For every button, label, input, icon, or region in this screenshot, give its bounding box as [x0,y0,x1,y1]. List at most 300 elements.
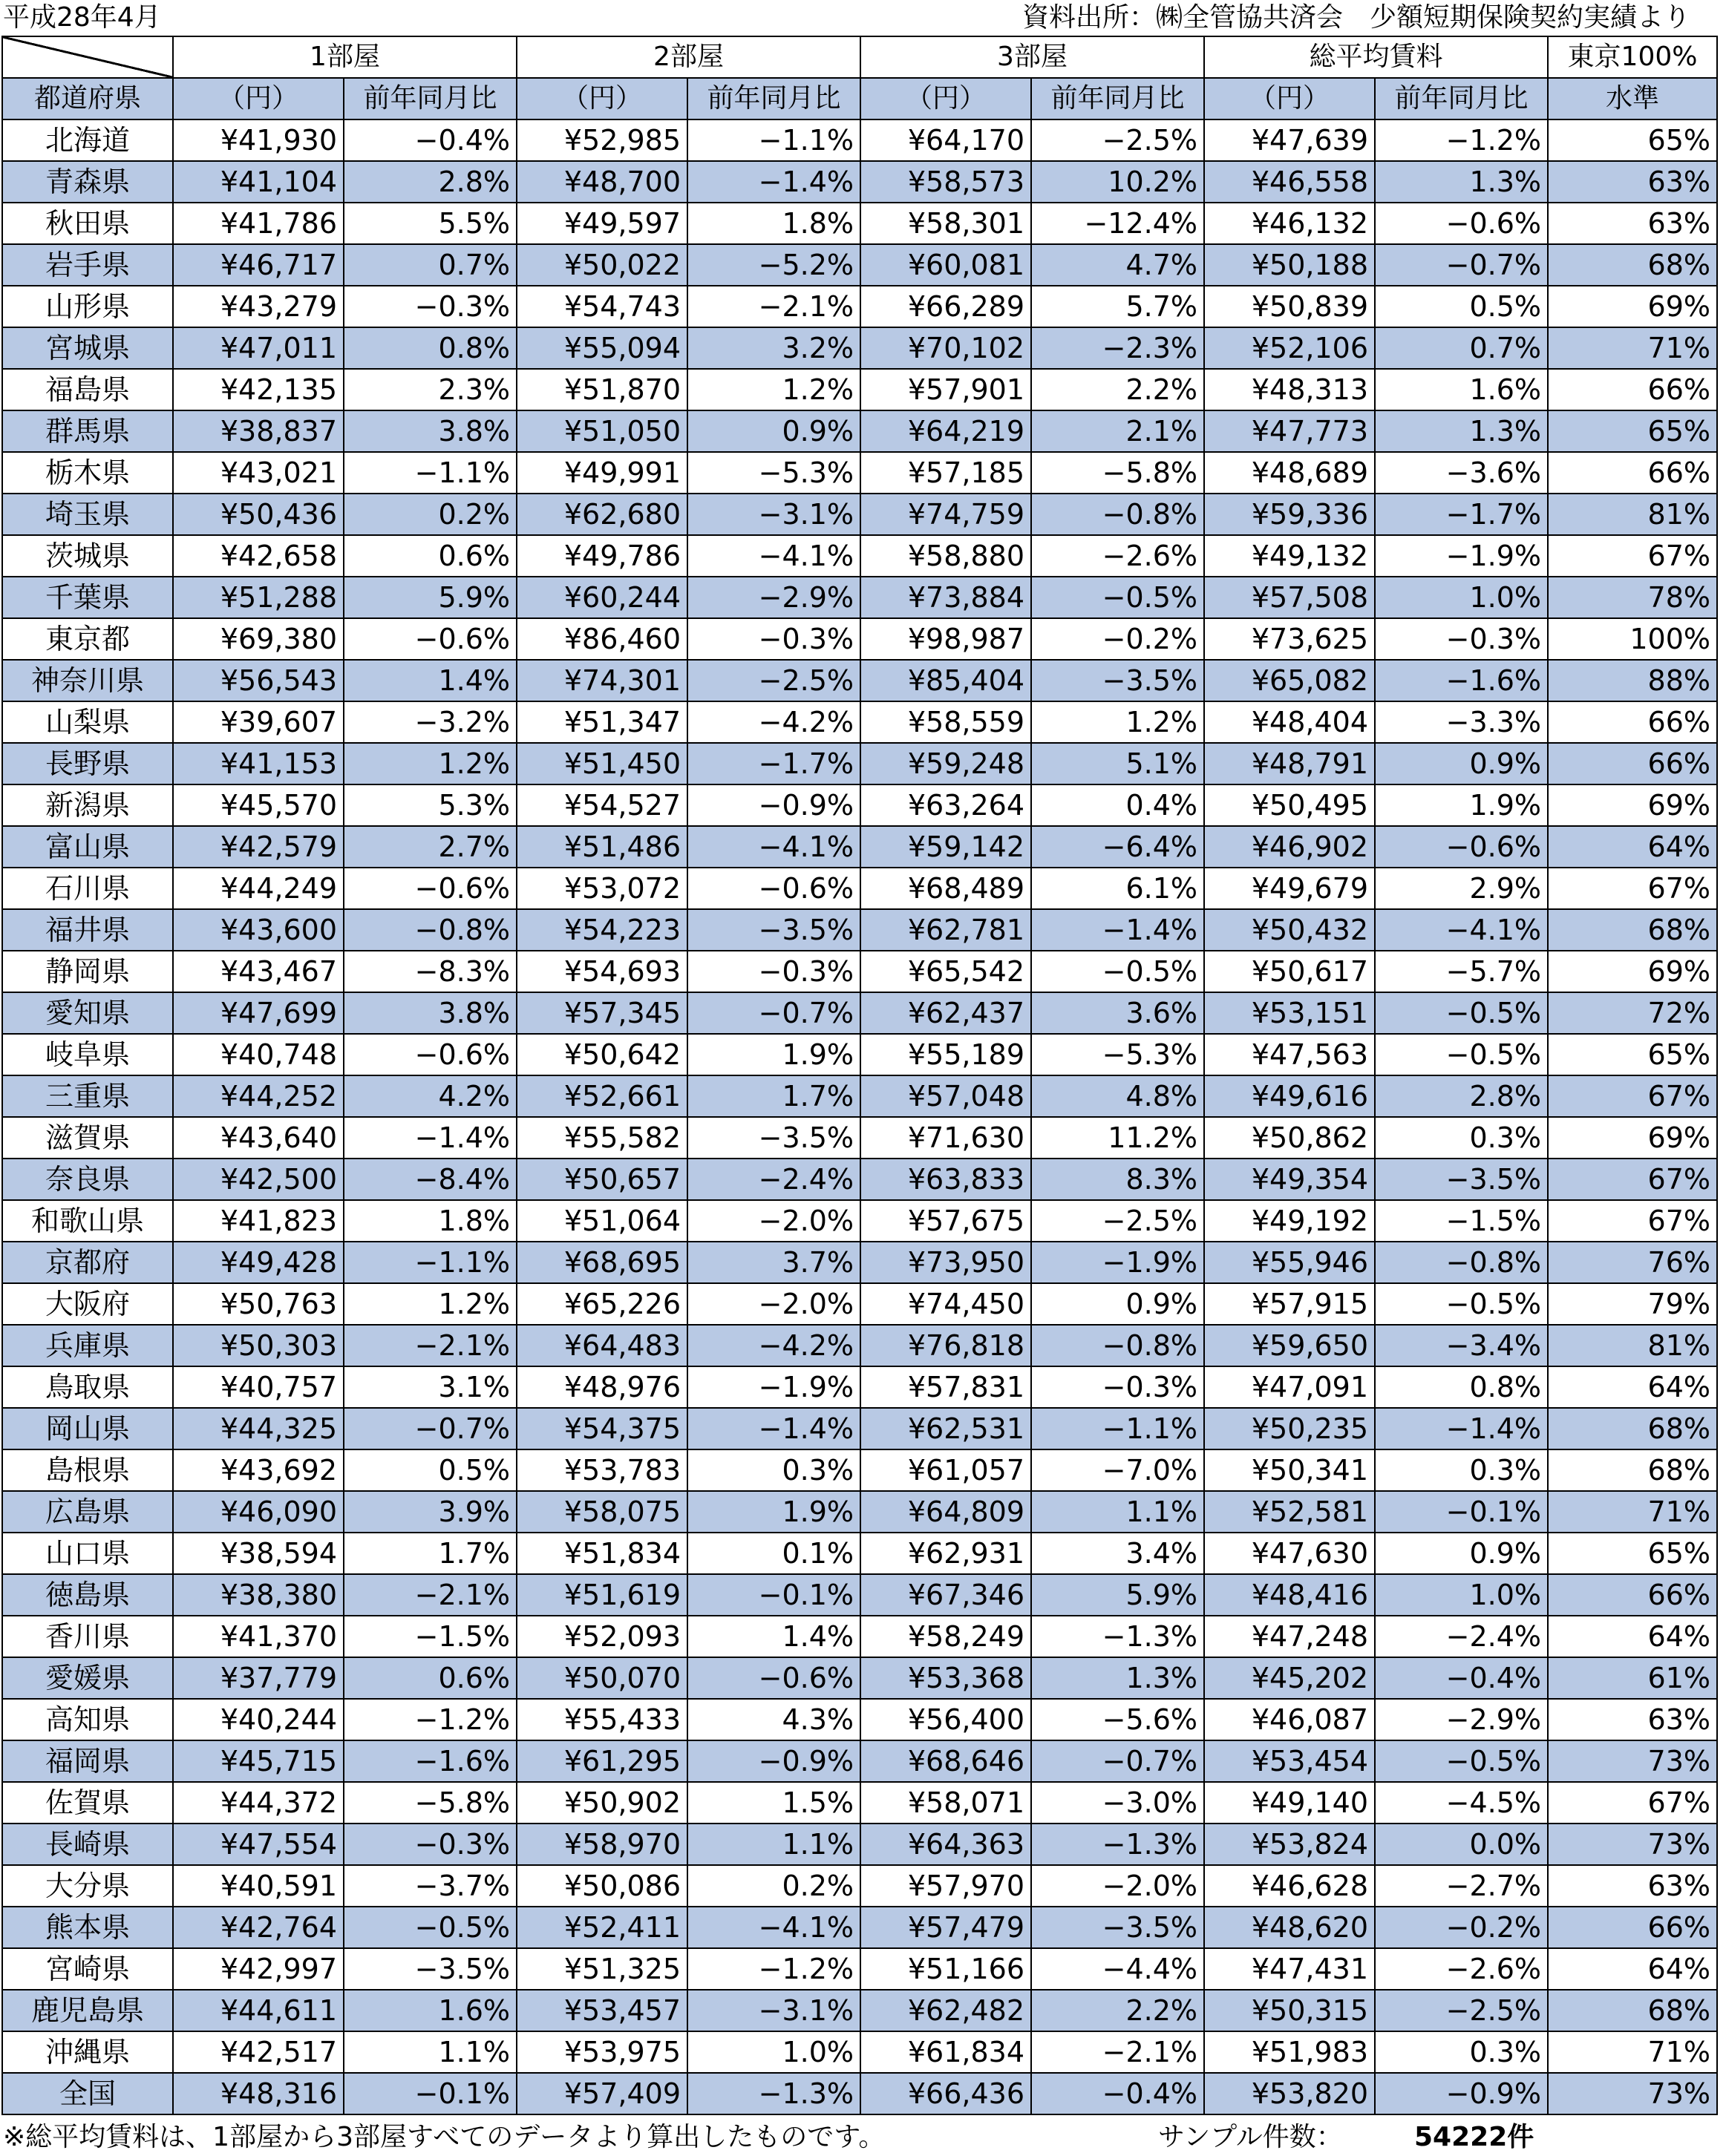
yoy-2room: −2.4% [687,1159,860,1200]
table-row [2,618,1717,660]
rent-1room: ¥44,372 [173,1782,344,1824]
rent-1room: ¥69,380 [173,618,344,660]
rent-average: ¥49,140 [1204,1782,1375,1824]
yoy-2room: 1.8% [687,203,860,244]
rent-1room: ¥43,279 [173,286,344,327]
table-row [2,535,1717,577]
yoy-1room: 5.5% [344,203,517,244]
yoy-2room: −0.7% [687,992,860,1034]
yoy-1room: −0.6% [344,868,517,909]
yoy-2room: −1.2% [687,1948,860,1990]
rent-3room: ¥59,248 [860,743,1031,784]
rent-2room: ¥51,347 [517,701,687,743]
rent-1room: ¥48,316 [173,2073,344,2114]
table-row [2,1449,1717,1491]
rent-3room: ¥61,057 [860,1449,1031,1491]
yoy-3room: 5.1% [1031,743,1204,784]
rent-3room: ¥76,818 [860,1325,1031,1366]
yoy-3room: −5.8% [1031,452,1204,494]
yoy-1room: −3.5% [344,1948,517,1990]
prefecture-cell: 岩手県 [2,244,173,286]
rent-2room: ¥86,460 [517,618,687,660]
rent-2room: ¥54,743 [517,286,687,327]
rent-1room: ¥40,591 [173,1865,344,1907]
rent-1room: ¥42,658 [173,535,344,577]
rent-1room: ¥41,823 [173,1200,344,1242]
yoy-3room: −5.6% [1031,1699,1204,1740]
yoy-1room: −0.6% [344,618,517,660]
yoy-3room: 4.7% [1031,244,1204,286]
yoy-1room: 5.3% [344,784,517,826]
table-row [2,494,1717,535]
yoy-3room: −1.3% [1031,1616,1204,1657]
yoy-3room: 2.2% [1031,369,1204,410]
rent-2room: ¥64,483 [517,1325,687,1366]
yoy-3room: −12.4% [1031,203,1204,244]
rent-average: ¥47,431 [1204,1948,1375,1990]
prefecture-cell: 埼玉県 [2,494,173,535]
rent-average: ¥50,235 [1204,1408,1375,1449]
yoy-1room: −0.8% [344,909,517,951]
rent-1room: ¥47,554 [173,1824,344,1865]
tokyo-ratio: 64% [1548,1948,1717,1990]
yoy-3room: −3.5% [1031,660,1204,701]
table-row [2,1616,1717,1657]
yoy-average: −0.7% [1375,244,1548,286]
yoy-average: −2.7% [1375,1865,1548,1907]
rent-average: ¥53,820 [1204,2073,1375,2114]
rent-1room: ¥44,252 [173,1075,344,1117]
yoy-average: 0.7% [1375,327,1548,369]
yoy-3room: −0.7% [1031,1740,1204,1782]
yoy-3room: 6.1% [1031,868,1204,909]
rent-2room: ¥60,244 [517,577,687,618]
table-row [2,2031,1717,2073]
yoy-3room: −2.0% [1031,1865,1204,1907]
yoy-3room: −1.4% [1031,909,1204,951]
yoy-3room: −0.5% [1031,951,1204,992]
tokyo-ratio: 68% [1548,244,1717,286]
yoy-average: 0.3% [1375,2031,1548,2073]
yoy-3room: 1.1% [1031,1491,1204,1533]
yoy-2room: −1.3% [687,2073,860,2114]
rent-2room: ¥51,486 [517,826,687,868]
yoy-average: −0.2% [1375,1907,1548,1948]
rent-1room: ¥43,640 [173,1117,344,1159]
rent-3room: ¥62,437 [860,992,1031,1034]
table-row [2,1699,1717,1740]
header-yen: （円） [1204,78,1375,119]
rent-2room: ¥50,086 [517,1865,687,1907]
rent-2room: ¥55,582 [517,1117,687,1159]
table-row [2,1283,1717,1325]
yoy-1room: −0.7% [344,1408,517,1449]
yoy-average: 1.9% [1375,784,1548,826]
rent-average: ¥46,132 [1204,203,1375,244]
yoy-average: 0.3% [1375,1449,1548,1491]
header-yoy: 前年同月比 [344,78,517,119]
yoy-2room: −0.9% [687,1740,860,1782]
rent-2room: ¥50,902 [517,1782,687,1824]
yoy-2room: 1.1% [687,1824,860,1865]
tokyo-ratio: 68% [1548,1449,1717,1491]
tokyo-ratio: 63% [1548,161,1717,203]
yoy-2room: 0.1% [687,1533,860,1574]
yoy-1room: 2.3% [344,369,517,410]
rent-1room: ¥50,303 [173,1325,344,1366]
tokyo-ratio: 73% [1548,2073,1717,2114]
tokyo-ratio: 76% [1548,1242,1717,1283]
yoy-2room: −3.5% [687,909,860,951]
rent-2room: ¥50,070 [517,1657,687,1699]
yoy-2room: 4.3% [687,1699,860,1740]
rent-average: ¥46,087 [1204,1699,1375,1740]
corner-cell [2,36,173,78]
rent-average: ¥48,416 [1204,1574,1375,1616]
footer-note: ※総平均賃料は、1部屋から3部屋すべてのデータより算出したものです。 [3,2122,886,2152]
table-row [2,1075,1717,1117]
tokyo-ratio: 64% [1548,826,1717,868]
table-row [2,369,1717,410]
tokyo-ratio: 65% [1548,1533,1717,1574]
rent-2room: ¥49,786 [517,535,687,577]
rent-1room: ¥40,244 [173,1699,344,1740]
tokyo-ratio: 61% [1548,1657,1717,1699]
rent-3room: ¥58,249 [860,1616,1031,1657]
rent-2room: ¥51,870 [517,369,687,410]
table-row [2,826,1717,868]
rent-1room: ¥41,930 [173,119,344,161]
yoy-average: −0.5% [1375,1034,1548,1075]
prefecture-cell: 広島県 [2,1491,173,1533]
rent-average: ¥59,650 [1204,1325,1375,1366]
yoy-2room: 1.2% [687,369,860,410]
yoy-2room: −3.1% [687,494,860,535]
rent-1room: ¥43,600 [173,909,344,951]
rent-1room: ¥43,467 [173,951,344,992]
yoy-3room: −1.1% [1031,1408,1204,1449]
header-tokyo100: 東京100% [1548,36,1717,78]
rent-3room: ¥57,831 [860,1366,1031,1408]
rent-3room: ¥73,950 [860,1242,1031,1283]
yoy-2room: −4.2% [687,1325,860,1366]
tokyo-ratio: 69% [1548,951,1717,992]
rent-1room: ¥46,717 [173,244,344,286]
table-row [2,1865,1717,1907]
tokyo-ratio: 67% [1548,1075,1717,1117]
prefecture-cell: 福島県 [2,369,173,410]
rent-1room: ¥42,517 [173,2031,344,2073]
tokyo-ratio: 66% [1548,369,1717,410]
prefecture-cell: 山口県 [2,1533,173,1574]
tokyo-ratio: 63% [1548,1699,1717,1740]
yoy-2room: 3.7% [687,1242,860,1283]
yoy-average: −3.6% [1375,452,1548,494]
rent-1room: ¥42,997 [173,1948,344,1990]
yoy-average: −3.3% [1375,701,1548,743]
header-row-groups [2,36,1717,78]
tokyo-ratio: 64% [1548,1616,1717,1657]
yoy-average: −2.6% [1375,1948,1548,1990]
rent-average: ¥50,432 [1204,909,1375,951]
yoy-average: 0.9% [1375,743,1548,784]
rent-1room: ¥50,763 [173,1283,344,1325]
rent-average: ¥49,616 [1204,1075,1375,1117]
header-prefecture: 都道府県 [2,78,173,119]
header-yoy: 前年同月比 [1375,78,1548,119]
tokyo-ratio: 67% [1548,1782,1717,1824]
yoy-average: −1.4% [1375,1408,1548,1449]
yoy-3room: 8.3% [1031,1159,1204,1200]
table-row [2,784,1717,826]
prefecture-cell: 佐賀県 [2,1782,173,1824]
rent-3room: ¥64,170 [860,119,1031,161]
prefecture-cell: 茨城県 [2,535,173,577]
table-row [2,1533,1717,1574]
tokyo-ratio: 63% [1548,203,1717,244]
rent-average: ¥55,946 [1204,1242,1375,1283]
rent-3room: ¥58,301 [860,203,1031,244]
yoy-average: −0.4% [1375,1657,1548,1699]
tokyo-ratio: 66% [1548,1574,1717,1616]
yoy-average: 0.8% [1375,1366,1548,1408]
rent-3room: ¥57,675 [860,1200,1031,1242]
rent-average: ¥47,773 [1204,410,1375,452]
yoy-3room: 5.9% [1031,1574,1204,1616]
yoy-1room: 1.1% [344,2031,517,2073]
yoy-1room: −1.1% [344,452,517,494]
rent-3room: ¥56,400 [860,1699,1031,1740]
rent-average: ¥59,336 [1204,494,1375,535]
yoy-3room: 11.2% [1031,1117,1204,1159]
tokyo-ratio: 67% [1548,1200,1717,1242]
rent-2room: ¥74,301 [517,660,687,701]
yoy-1room: −2.1% [344,1574,517,1616]
table-row [2,1034,1717,1075]
rent-2room: ¥57,409 [517,2073,687,2114]
rent-2room: ¥51,450 [517,743,687,784]
rent-1room: ¥47,011 [173,327,344,369]
yoy-1room: −3.2% [344,701,517,743]
rent-1room: ¥40,757 [173,1366,344,1408]
prefecture-cell: 岡山県 [2,1408,173,1449]
yoy-average: −3.4% [1375,1325,1548,1366]
header-yoy: 前年同月比 [687,78,860,119]
tokyo-ratio: 65% [1548,119,1717,161]
yoy-2room: −3.1% [687,1990,860,2031]
tokyo-ratio: 69% [1548,784,1717,826]
prefecture-cell: 青森県 [2,161,173,203]
rent-average: ¥47,248 [1204,1616,1375,1657]
yoy-2room: −1.4% [687,161,860,203]
prefecture-cell: 宮崎県 [2,1948,173,1990]
rent-2room: ¥53,975 [517,2031,687,2073]
table-row [2,1242,1717,1283]
yoy-2room: −4.1% [687,535,860,577]
rent-1room: ¥42,500 [173,1159,344,1200]
tokyo-ratio: 66% [1548,452,1717,494]
rent-2room: ¥48,976 [517,1366,687,1408]
prefecture-cell: 大阪府 [2,1283,173,1325]
yoy-average: 0.3% [1375,1117,1548,1159]
rent-3room: ¥66,289 [860,286,1031,327]
rent-average: ¥46,558 [1204,161,1375,203]
table-row [2,577,1717,618]
yoy-average: −0.5% [1375,1740,1548,1782]
yoy-average: 0.5% [1375,286,1548,327]
table-row [2,1907,1717,1948]
rent-1room: ¥50,436 [173,494,344,535]
rent-average: ¥48,620 [1204,1907,1375,1948]
yoy-average: −0.8% [1375,1242,1548,1283]
rent-3room: ¥64,363 [860,1824,1031,1865]
yoy-1room: −0.1% [344,2073,517,2114]
yoy-average: 2.9% [1375,868,1548,909]
rent-1room: ¥49,428 [173,1242,344,1283]
prefecture-cell: 全国 [2,2073,173,2114]
prefecture-cell: 東京都 [2,618,173,660]
rent-1room: ¥41,786 [173,203,344,244]
rent-average: ¥49,354 [1204,1159,1375,1200]
table-row [2,1325,1717,1366]
sample-count-value: 54222件 [1414,2122,1534,2152]
rent-2room: ¥62,680 [517,494,687,535]
rent-1room: ¥42,764 [173,1907,344,1948]
yoy-3room: 0.4% [1031,784,1204,826]
prefecture-cell: 新潟県 [2,784,173,826]
yoy-average: −0.5% [1375,992,1548,1034]
yoy-2room: 0.3% [687,1449,860,1491]
yoy-2room: −4.2% [687,701,860,743]
table-row [2,1491,1717,1533]
yoy-1room: −8.4% [344,1159,517,1200]
prefecture-cell: 福井県 [2,909,173,951]
rent-2room: ¥58,075 [517,1491,687,1533]
rent-3room: ¥55,189 [860,1034,1031,1075]
rent-1room: ¥45,570 [173,784,344,826]
rent-1room: ¥40,748 [173,1034,344,1075]
yoy-average: 2.8% [1375,1075,1548,1117]
yoy-1room: −1.1% [344,1242,517,1283]
prefecture-cell: 高知県 [2,1699,173,1740]
prefecture-cell: 長野県 [2,743,173,784]
table-row [2,1200,1717,1242]
yoy-average: 1.3% [1375,161,1548,203]
rent-average: ¥52,581 [1204,1491,1375,1533]
rent-average: ¥49,132 [1204,535,1375,577]
yoy-3room: −0.8% [1031,494,1204,535]
rent-average: ¥48,313 [1204,369,1375,410]
rent-average: ¥53,151 [1204,992,1375,1034]
rent-2room: ¥52,985 [517,119,687,161]
yoy-1room: −1.5% [344,1616,517,1657]
rent-3room: ¥57,901 [860,369,1031,410]
tokyo-ratio: 67% [1548,868,1717,909]
rent-1room: ¥46,090 [173,1491,344,1533]
yoy-2room: −0.9% [687,784,860,826]
yoy-3room: −2.1% [1031,2031,1204,2073]
table-row [2,286,1717,327]
yoy-3room: −0.4% [1031,2073,1204,2114]
table-row [2,660,1717,701]
rent-3room: ¥68,489 [860,868,1031,909]
rent-average: ¥50,862 [1204,1117,1375,1159]
yoy-1room: 1.4% [344,660,517,701]
rent-2room: ¥50,022 [517,244,687,286]
yoy-2room: −2.0% [687,1283,860,1325]
table-row [2,1782,1717,1824]
yoy-2room: −2.9% [687,577,860,618]
yoy-average: 0.9% [1375,1533,1548,1574]
prefecture-cell: 群馬県 [2,410,173,452]
yoy-2room: −1.9% [687,1366,860,1408]
yoy-2room: −1.4% [687,1408,860,1449]
yoy-1room: −0.4% [344,119,517,161]
data-source: 資料出所：㈱全管協共済会 少額短期保険契約実績より [1021,2,1690,33]
rent-3room: ¥64,219 [860,410,1031,452]
rent-2room: ¥52,661 [517,1075,687,1117]
yoy-average: −1.2% [1375,119,1548,161]
yoy-1room: 1.7% [344,1533,517,1574]
rent-3room: ¥57,970 [860,1865,1031,1907]
rent-3room: ¥59,142 [860,826,1031,868]
yoy-3room: −6.4% [1031,826,1204,868]
yoy-3room: −4.4% [1031,1948,1204,1990]
yoy-1room: 0.8% [344,327,517,369]
yoy-3room: −2.5% [1031,119,1204,161]
rent-1room: ¥51,288 [173,577,344,618]
rent-1room: ¥38,380 [173,1574,344,1616]
table-row [2,327,1717,369]
rent-average: ¥47,091 [1204,1366,1375,1408]
yoy-average: −1.6% [1375,660,1548,701]
prefecture-cell: 大分県 [2,1865,173,1907]
prefecture-cell: 山形県 [2,286,173,327]
rent-average: ¥47,630 [1204,1533,1375,1574]
rent-average: ¥48,791 [1204,743,1375,784]
yoy-average: −0.6% [1375,826,1548,868]
rent-2room: ¥53,457 [517,1990,687,2031]
prefecture-cell: 和歌山県 [2,1200,173,1242]
table-row [2,1574,1717,1616]
yoy-1room: 5.9% [344,577,517,618]
yoy-average: −3.5% [1375,1159,1548,1200]
rent-average: ¥57,508 [1204,577,1375,618]
tokyo-ratio: 67% [1548,1159,1717,1200]
rent-2room: ¥51,325 [517,1948,687,1990]
rent-average: ¥49,679 [1204,868,1375,909]
yoy-average: −0.3% [1375,618,1548,660]
yoy-average: −1.9% [1375,535,1548,577]
table-row [2,701,1717,743]
table-row [2,1657,1717,1699]
prefecture-cell: 神奈川県 [2,660,173,701]
table-row [2,909,1717,951]
yoy-average: −1.7% [1375,494,1548,535]
yoy-1room: −0.5% [344,1907,517,1948]
rent-3room: ¥62,482 [860,1990,1031,2031]
prefecture-cell: 千葉県 [2,577,173,618]
yoy-1room: −1.2% [344,1699,517,1740]
rent-average: ¥73,625 [1204,618,1375,660]
prefecture-cell: 富山県 [2,826,173,868]
prefecture-cell: 長崎県 [2,1824,173,1865]
tokyo-ratio: 69% [1548,286,1717,327]
yoy-3room: 2.1% [1031,410,1204,452]
yoy-average: −2.5% [1375,1990,1548,2031]
header-row-sub [2,78,1717,119]
tokyo-ratio: 65% [1548,1034,1717,1075]
